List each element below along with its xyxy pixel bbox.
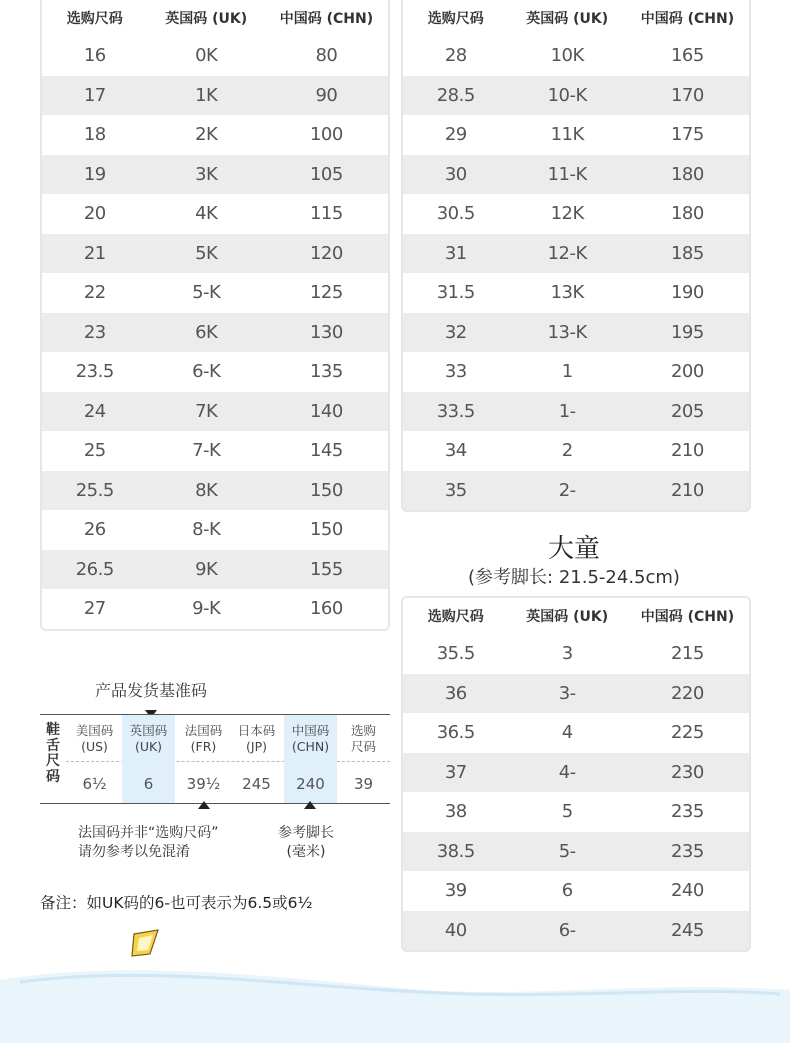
table-cell: 13-K <box>547 321 587 343</box>
table-row <box>42 471 388 511</box>
table-cell: 245 <box>670 919 704 941</box>
table-cell: 30.5 <box>436 203 475 225</box>
table-cell: 25 <box>83 440 106 462</box>
table-row <box>42 352 388 392</box>
table-cell: 2K <box>195 124 218 146</box>
table-row <box>403 76 749 116</box>
table-cell: 11-K <box>547 163 587 185</box>
table-cell: 105 <box>309 163 343 185</box>
table-cell: 17 <box>83 84 106 106</box>
table-cell: 100 <box>309 124 343 146</box>
table-cell: 38.5 <box>436 840 475 862</box>
table-row <box>403 115 749 155</box>
table-row <box>42 313 388 353</box>
table-header <box>403 0 749 36</box>
table-row <box>42 234 388 274</box>
table-cell: 150 <box>309 519 343 541</box>
column-header: 中国码 (CHN) <box>640 11 735 27</box>
basis-column-header: 选购 尺码 <box>350 723 376 754</box>
table-cell: 120 <box>309 242 343 264</box>
basis-size-title: 产品发货基准码 <box>95 681 208 700</box>
table-row <box>403 431 749 471</box>
basis-column-value: 240 <box>296 775 325 793</box>
table-cell: 36.5 <box>436 722 475 744</box>
table-row <box>42 589 388 629</box>
table-cell: 39 <box>444 880 467 902</box>
table-cell: 37 <box>444 761 467 783</box>
table-cell: 0K <box>195 45 218 67</box>
table-cell: 1- <box>558 400 576 422</box>
table-cell: 4K <box>195 203 218 225</box>
table-cell: 32 <box>444 321 467 343</box>
table-cell: 25.5 <box>75 479 114 501</box>
table-row <box>403 674 749 714</box>
basis-column-header: 中国码 (CHN) <box>291 723 330 754</box>
table-row <box>403 713 749 753</box>
column-header: 选购尺码 <box>66 11 123 27</box>
table-row <box>42 76 388 116</box>
table-row <box>403 234 749 274</box>
basis-column <box>337 715 390 803</box>
table-cell: 150 <box>309 479 343 501</box>
table-row <box>42 155 388 195</box>
table-cell: 130 <box>309 321 343 343</box>
table-cell: 24 <box>83 400 106 422</box>
basis-column-value: 39½ <box>186 775 221 793</box>
table-row <box>403 155 749 195</box>
table-row <box>403 911 749 951</box>
table-cell: 240 <box>670 880 704 902</box>
table-cell: 5K <box>195 242 218 264</box>
table-cell: 20 <box>83 203 106 225</box>
table-cell: 31 <box>444 242 467 264</box>
table-row <box>403 871 749 911</box>
column-header: 英国码 (UK) <box>526 609 609 625</box>
table-cell: 8K <box>195 479 218 501</box>
basis-column-value: 245 <box>242 775 271 793</box>
table-cell: 210 <box>670 479 704 501</box>
table-cell: 115 <box>309 203 343 225</box>
table-header <box>403 598 749 634</box>
table-row <box>403 471 749 511</box>
table-cell: 185 <box>670 242 704 264</box>
table-cell: 140 <box>309 400 343 422</box>
table-cell: 235 <box>670 840 704 862</box>
table-cell: 4- <box>558 761 576 783</box>
table-cell: 135 <box>309 361 343 383</box>
table-cell: 220 <box>670 682 704 704</box>
fr-note: 法国码并非“选购尺码” 请勿参考以免混淆 <box>78 825 219 860</box>
table-cell: 3K <box>195 163 218 185</box>
table-cell: 195 <box>670 321 704 343</box>
table-cell: 2 <box>561 440 573 462</box>
table-cell: 9-K <box>192 598 221 620</box>
table-header <box>42 0 388 36</box>
column-header: 中国码 (CHN) <box>279 11 374 27</box>
table-cell: 28 <box>444 45 467 67</box>
table-cell: 29 <box>444 124 467 146</box>
table-row <box>42 36 388 76</box>
table-cell: 5- <box>558 840 576 862</box>
wave-decoration <box>0 960 790 1043</box>
table-cell: 34 <box>444 440 467 462</box>
table-cell: 33 <box>444 361 467 383</box>
basis-column-value: 6 <box>143 775 154 793</box>
chn-pointer-icon <box>304 801 316 809</box>
column-header: 中国码 (CHN) <box>640 609 735 625</box>
table-cell: 18 <box>83 124 106 146</box>
table-cell: 23 <box>83 321 106 343</box>
big-kids-subtitle: (参考脚长: 21.5-24.5cm) <box>468 567 680 588</box>
table-row <box>403 352 749 392</box>
table-row <box>42 194 388 234</box>
table-cell: 190 <box>670 282 704 304</box>
table-cell: 23.5 <box>75 361 114 383</box>
table-cell: 38 <box>444 801 467 823</box>
table-cell: 125 <box>309 282 343 304</box>
table-cell: 26 <box>83 519 106 541</box>
table-cell: 40 <box>444 919 467 941</box>
table-cell: 200 <box>670 361 704 383</box>
table-cell: 160 <box>309 598 343 620</box>
basis-column-value: 6½ <box>82 775 107 793</box>
table-cell: 12K <box>550 203 584 225</box>
table-cell: 27 <box>83 598 106 620</box>
table-cell: 5-K <box>192 282 221 304</box>
size-table-small-kids <box>40 0 390 631</box>
table-cell: 6 <box>561 880 573 902</box>
table-row <box>42 115 388 155</box>
table-row <box>403 792 749 832</box>
table-cell: 170 <box>670 84 704 106</box>
table-cell: 11K <box>550 124 584 146</box>
table-row <box>42 431 388 471</box>
size-table-medium-kids <box>401 0 751 512</box>
table-cell: 2- <box>558 479 576 501</box>
table-cell: 225 <box>670 722 704 744</box>
table-cell: 210 <box>670 440 704 462</box>
fr-pointer-icon <box>198 801 210 809</box>
basis-column-header: 美国码 (US) <box>75 723 114 754</box>
table-row <box>403 634 749 674</box>
table-cell: 180 <box>670 203 704 225</box>
table-cell: 4 <box>561 722 573 744</box>
column-header: 英国码 (UK) <box>526 11 609 27</box>
size-table-big-kids <box>401 596 751 952</box>
table-cell: 22 <box>83 282 106 304</box>
column-header: 选购尺码 <box>427 11 484 27</box>
table-cell: 28.5 <box>436 84 475 106</box>
basis-column <box>284 715 337 803</box>
table-row <box>42 273 388 313</box>
table-cell: 13K <box>550 282 584 304</box>
table-cell: 7K <box>195 400 218 422</box>
column-header: 选购尺码 <box>427 609 484 625</box>
table-cell: 16 <box>83 45 106 67</box>
table-row <box>42 550 388 590</box>
table-cell: 205 <box>670 400 704 422</box>
sparkle-icon <box>130 928 164 960</box>
table-cell: 155 <box>309 558 343 580</box>
foot-length-note: 参考脚长 (毫米) <box>278 825 334 860</box>
table-cell: 145 <box>309 440 343 462</box>
basis-size-table <box>40 714 390 804</box>
table-row <box>403 313 749 353</box>
table-row <box>403 832 749 872</box>
table-cell: 3- <box>558 682 576 704</box>
table-cell: 80 <box>315 45 338 67</box>
table-cell: 1 <box>561 361 573 383</box>
table-cell: 33.5 <box>436 400 475 422</box>
table-cell: 230 <box>670 761 704 783</box>
table-row <box>42 510 388 550</box>
table-cell: 175 <box>670 124 704 146</box>
table-cell: 215 <box>670 643 704 665</box>
table-cell: 30 <box>444 163 467 185</box>
table-cell: 10-K <box>547 84 587 106</box>
big-kids-title: 大童 <box>547 534 600 564</box>
table-cell: 35 <box>444 479 467 501</box>
table-cell: 8-K <box>192 519 221 541</box>
table-cell: 90 <box>315 84 338 106</box>
table-cell: 9K <box>195 558 218 580</box>
basis-column <box>177 715 230 803</box>
table-cell: 6-K <box>192 361 221 383</box>
table-cell: 10K <box>550 45 584 67</box>
table-row <box>403 36 749 76</box>
table-cell: 6K <box>195 321 218 343</box>
table-cell: 35.5 <box>436 643 475 665</box>
table-row <box>403 194 749 234</box>
basis-column <box>230 715 283 803</box>
basis-column-value: 39 <box>353 775 374 793</box>
table-cell: 180 <box>670 163 704 185</box>
table-cell: 5 <box>561 801 573 823</box>
tongue-size-label: 鞋舌尺码 <box>46 722 60 785</box>
column-header: 英国码 (UK) <box>165 11 248 27</box>
table-cell: 7-K <box>192 440 221 462</box>
table-cell: 19 <box>83 163 106 185</box>
table-cell: 165 <box>670 45 704 67</box>
table-row <box>403 273 749 313</box>
basis-column-header: 法国码 (FR) <box>184 723 223 754</box>
table-cell: 31.5 <box>436 282 475 304</box>
table-row <box>403 392 749 432</box>
table-cell: 36 <box>444 682 467 704</box>
basis-column <box>68 715 121 803</box>
remark-text: 备注：如UK码的6-也可表示为6.5或6½ <box>40 894 313 912</box>
table-cell: 235 <box>670 801 704 823</box>
table-row <box>403 753 749 793</box>
basis-column-header: 日本码 (JP) <box>237 723 276 754</box>
table-cell: 3 <box>561 643 573 665</box>
table-cell: 21 <box>83 242 106 264</box>
basis-column <box>122 715 175 803</box>
table-cell: 6- <box>558 919 576 941</box>
table-row <box>42 392 388 432</box>
table-cell: 12-K <box>547 242 587 264</box>
table-cell: 1K <box>195 84 218 106</box>
basis-column-header: 英国码 (UK) <box>129 723 168 754</box>
table-cell: 26.5 <box>75 558 114 580</box>
